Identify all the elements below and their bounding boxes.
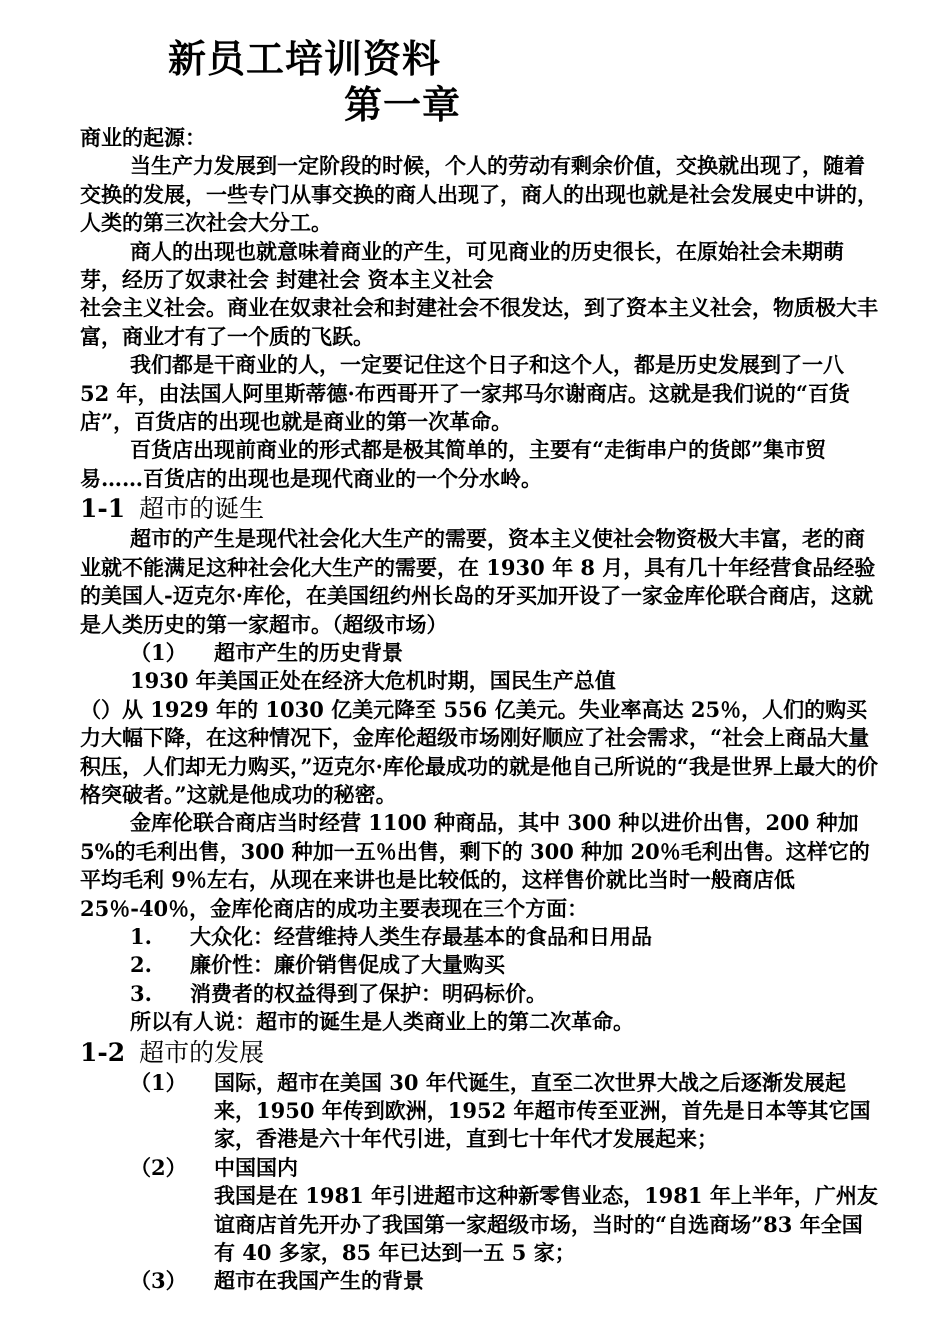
origin-paragraph-3: 社会主义社会。商业在奴隶社会和封建社会不很发达，到了资本主义社会，物质极大丰富，商业才有了一个质的飞跃。 [80,295,878,349]
origin-paragraph-1: 当生产力发展到一定阶段的时候，个人的劳动有剩余价值，交换就出现了，随着交换的发展，一些专门从事交换的商人出现了，商人的出现也就是社会发展史中讲的，人类的第三次社会大分工。 [80,153,878,236]
list-marker: 2. [130,952,152,978]
subsection-marker: （1） [130,639,187,665]
list-text: 廉价性：廉价销售促成了大量购买 [190,952,505,978]
section-1-closing: 所以有人说：超市的诞生是人类商业上的第二次革命。 [130,1009,634,1035]
list-marker: 3. [130,980,152,1006]
section-1-intro: 超市的产生是现代社会化大生产的需要，资本主义使社会物资极大丰富，老的商业就不能满足这种社会化大生产的需要，在 1930 年 8 月，具有几十年经营食品经验的美国人-迈克尔·库伦，在美国纽约州长岛的牙买加开设了一家金库伦联合商店，这就是人类历史的第一家超市。（超级市场） [80,526,876,637]
section-number: 1-2 [80,1037,126,1067]
origin-heading: 商业的起源： [80,125,206,150]
list-marker: 1. [130,923,152,949]
numbered-item-3 [80,1267,880,1295]
document-title: 新员工培训资料 [168,36,442,81]
item-text: 超市在我国产生的背景 [214,1268,424,1294]
list-item [80,980,880,1008]
origin-paragraph-4: 我们都是干商业的人，一定要记住这个日子和这个人，都是历史发展到了一八 52 年，由法国人阿里斯蒂德·布西哥开了一家邦马尔谢商店。这就是我们说的“百货店”，百货店的出现也就是商业的第一次革命。 [80,352,850,435]
numbered-item-1 [80,1069,880,1154]
list-text: 大众化：经营维持人类生存最基本的食品和日用品 [190,923,652,949]
origin-paragraph-5: 百货店出现前商业的形式都是极其简单的，主要有“走街串户的货郎”集市贸易……百货店的出现也是现代商业的一个分水岭。 [80,437,827,491]
chapter-title: 第一章 [344,82,462,127]
section-heading-1-2 [80,1037,880,1069]
list-text: 消费者的权益得到了保护：明码标价。 [190,980,547,1006]
section-title: 超市的诞生 [139,494,265,524]
section-title: 超市的发展 [139,1037,265,1067]
background-paragraph-1: 1930 年美国正处在经济大危机时期，国民生产总值 [130,668,616,694]
section-heading-1-1 [80,493,880,525]
item-text: 中国国内 [214,1154,298,1180]
item-marker: （2） [130,1154,187,1180]
item-marker: （3） [130,1268,187,1294]
background-paragraph-3: 金库伦联合商店当时经营 1100 种商品，其中 300 种以进价出售，200 种加 5%的毛利出售，300 种加一五％出售，剩下的 300 种加 20％毛利出售。这样它的平均毛利 9％左右，从现在来讲也是比较低的，这样售价就比当时一般商店低 25％-40％，金库伦商店的成功主要表现在三个方面： [80,810,870,921]
background-paragraph-2: （）从 1929 年的 1030 亿美元降至 556 亿美元。失业率高达 25％，人们的购买力大幅下降，在这种情况下，金库伦超级市场刚好顺应了社会需求，“社会上商品大量积压，人们却无力购买，”迈克尔·库伦最成功的就是他自己所说的“我是世界上最大的价格突破者。”这就是他成功的秘密。 [80,696,878,807]
document-body [80,124,880,1296]
item-marker: （1） [130,1069,187,1095]
item-text: 国际，超市在美国 30 年代诞生，直至二次世界大战之后逐渐发展起来，1950 年传到欧洲，1952 年超市传至亚洲，首先是日本等其它国家，香港是六十年代引进，直到七十年代才发展起来； [214,1069,871,1152]
subsection-title: 超市产生的历史背景 [214,639,403,665]
section-number: 1-1 [80,494,126,524]
origin-paragraph-2: 商人的出现也就意味着商业的产生，可见商业的历史很长，在原始社会未期萌芽，经历了奴隶社会 封建社会 资本主义社会 [80,238,844,293]
list-item [80,951,880,979]
item-2-continuation: 我国是在 1981 年引进超市这种新零售业态，1981 年上半年，广州友谊商店首先开办了我国第一家超级市场，当时的“自选商场”83 年全国有 40 多家，85 年已达到一五 5 家； [214,1183,878,1266]
subsection-heading [80,639,880,667]
numbered-item-2 [80,1154,880,1182]
list-item [80,923,880,951]
